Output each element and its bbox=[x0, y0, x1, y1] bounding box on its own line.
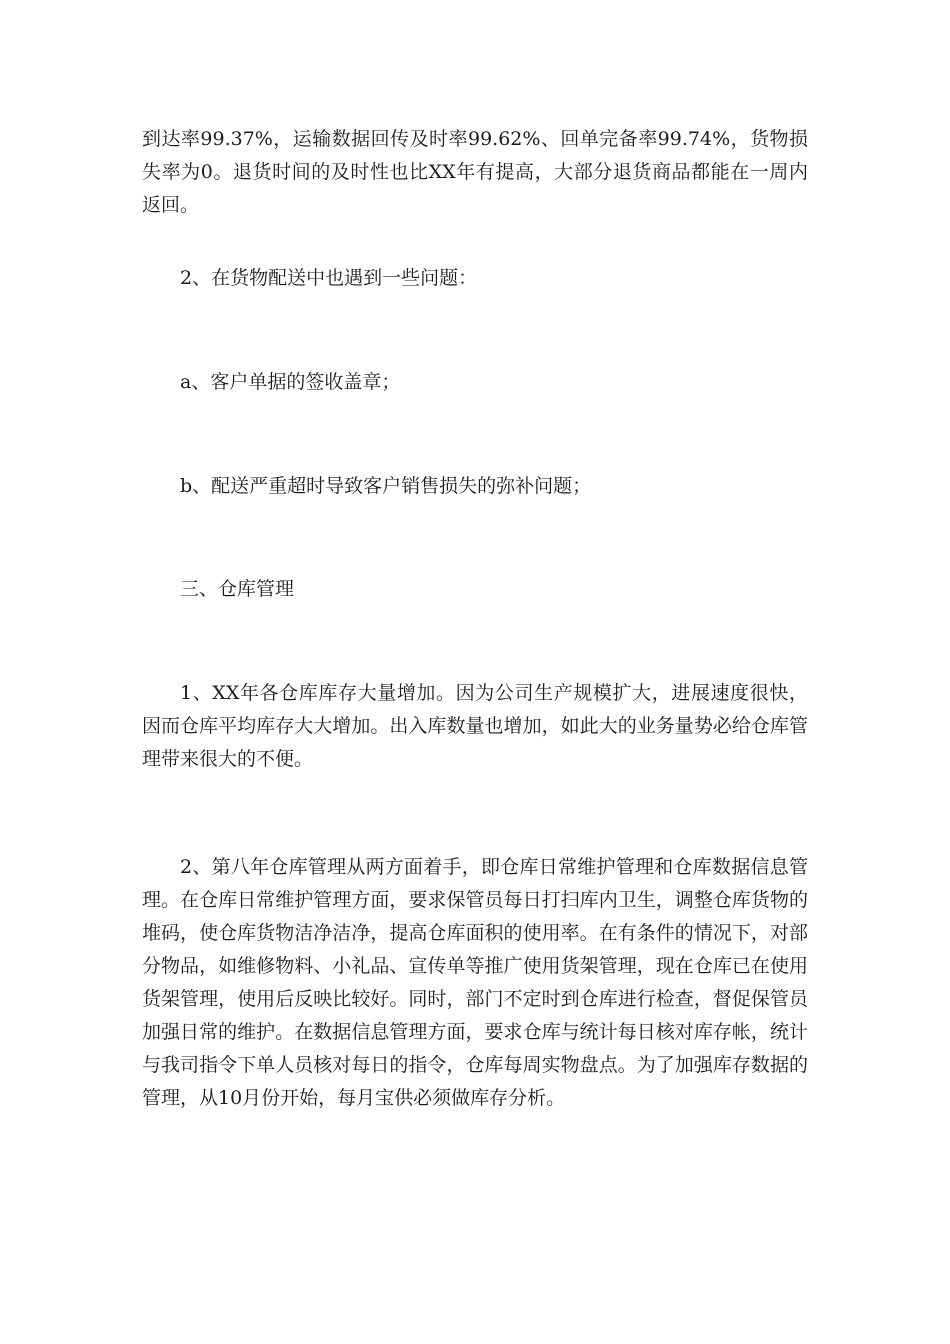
section-heading-warehouse-management: 三、仓库管理 bbox=[180, 578, 295, 600]
paragraph-problem-b: b、配送严重超时导致客户销售损失的弥补问题； bbox=[180, 475, 592, 497]
paragraph-delivery-problems-heading: 2、在货物配送中也遇到一些问题： bbox=[180, 267, 478, 289]
paragraph-warehouse-inventory-increase: 1、XX年各仓库库存大量增加。因为公司生产规模扩大，进展速度很快，因而仓库平均库存大大增加。出入库数量也增加，如此大的业务量势必给仓库管理带来很大的不便。 bbox=[142, 682, 808, 770]
paragraph-delivery-rates: 到达率99.37%，运输数据回传及时率99.62%、回单完备率99.74%，货物损失率为0。退货时间的及时性也比XX年有提高，大部分退货商品都能在一周内返回。 bbox=[142, 128, 808, 216]
paragraph-problem-a: a、客户单据的签收盖章； bbox=[180, 371, 401, 393]
paragraph-warehouse-management-measures: 2、第八年仓库管理从两方面着手，即仓库日常维护管理和仓库数据信息管理。在仓库日常维护管理方面，要求保管员每日打扫库内卫生，调整仓库货物的堆码，使仓库货物洁净洁净，提高仓库面积的使用率。在有条件的情况下，对部分物品，如维修物料、小礼品、宣传单等推广使用货架管理，现在仓库已在使用货架管理，使用后反映比较好。同时，部门不定时到仓库进行检查，督促保管员加强日常的维护。在数据信息管理方面，要求仓库与统计每日核对库存帐，统计与我司指令下单人员核对每日的指令，仓库每周实物盘点。为了加强库存数据的管理，从10月份开始，每月宝供必须做库存分析。 bbox=[142, 856, 808, 1109]
